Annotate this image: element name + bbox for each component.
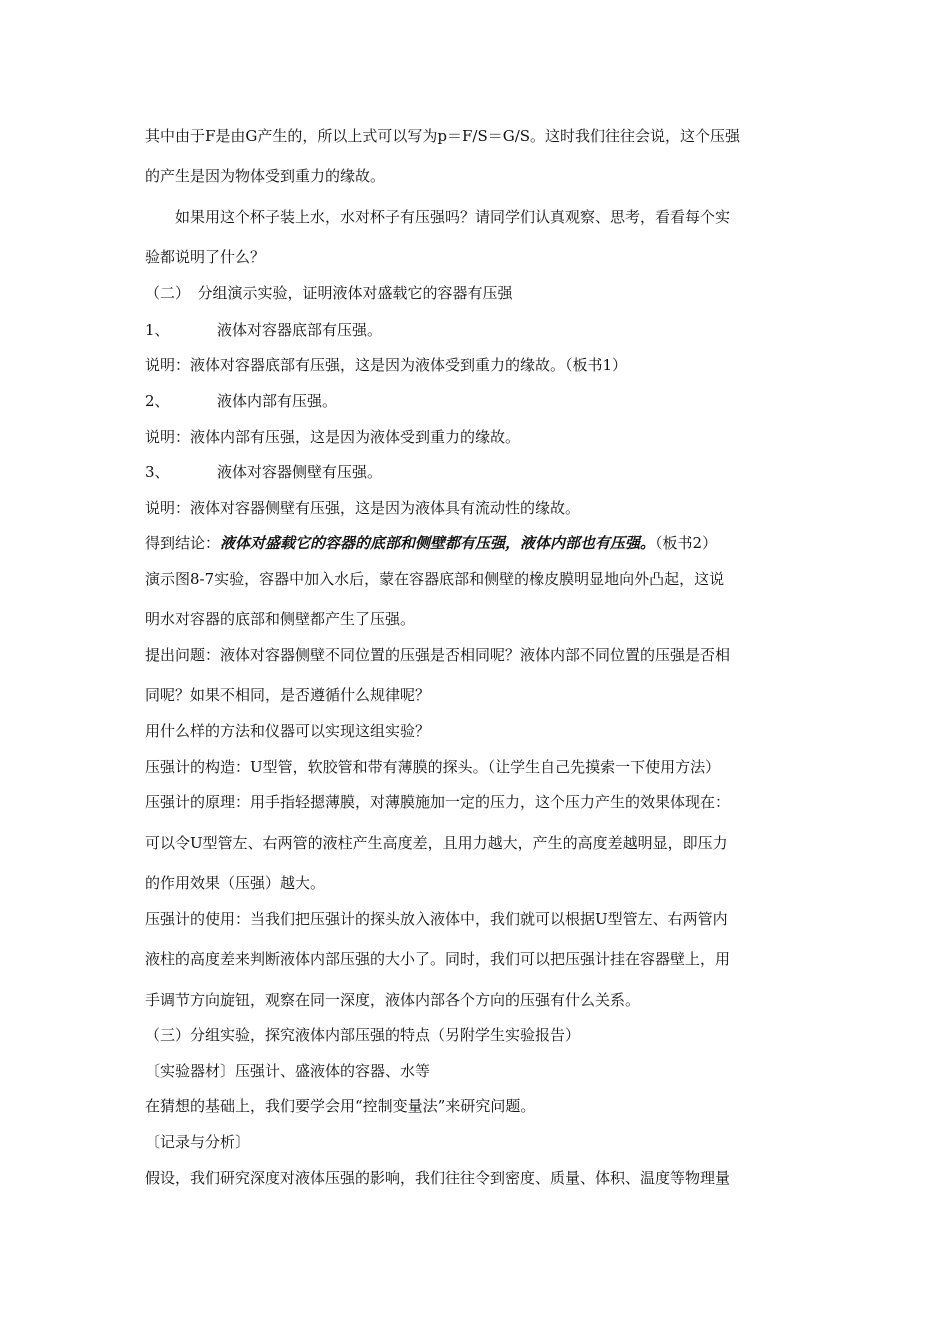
numbered-item-1 xyxy=(145,320,382,340)
item-number: 2、 xyxy=(145,392,170,410)
conclusion-label: 得到结论： xyxy=(145,534,221,552)
paragraph-line: 如果用这个杯子装上水，水对杯子有压强吗？请同学们认真观察、思考，看看每个实 xyxy=(175,208,731,226)
numbered-item-3 xyxy=(145,462,382,482)
numbered-item-2 xyxy=(145,391,337,411)
paragraph-line: 的作用效果（压强）越大。 xyxy=(145,874,326,892)
conclusion-line xyxy=(145,533,717,553)
paragraph-line: 提出问题：液体对容器侧壁不同位置的压强是否相同呢？液体内部不同位置的压强是否相 xyxy=(145,646,731,664)
paragraph-line: 其中由于F是由G产生的，所以上式可以写为p＝F/S＝G/S。这时我们往往会说，这个压强 xyxy=(145,127,741,145)
paragraph-line: 验都说明了什么？ xyxy=(145,248,266,266)
board-note: （板书2） xyxy=(655,534,718,552)
paragraph-line: 〔实验器材〕压强计、盛液体的容器、水等 xyxy=(145,1062,431,1080)
explanation-line: 说明：液体对容器底部有压强，这是因为液体受到重力的缘故。（板书1） xyxy=(145,356,628,374)
conclusion-emphasis: 液体对盛载它的容器的底部和侧壁都有压强，液体内部也有压强。 xyxy=(220,534,656,552)
explanation-line: 说明：液体对容器侧壁有压强，这是因为液体具有流动性的缘故。 xyxy=(145,499,581,517)
paragraph-line: 液柱的高度差来判断液体内部压强的大小了。同时，我们可以把压强计挂在容器壁上，用 xyxy=(145,950,731,968)
paragraph-line: 明水对容器的底部和侧壁都产生了压强。 xyxy=(145,610,416,628)
paragraph-line: 用什么样的方法和仪器可以实现这组实验？ xyxy=(145,722,431,740)
paragraph-line: 压强计的原理：用手指轻摁薄膜，对薄膜施加一定的压力，这个压力产生的效果体现在： xyxy=(145,793,731,811)
paragraph-line: 演示图8-7实验，容器中加入水后，蒙在容器底部和侧壁的橡皮膜明显地向外凸起，这说 xyxy=(145,570,725,588)
item-text: 液体内部有压强。 xyxy=(217,392,338,410)
item-text: 液体对容器侧壁有压强。 xyxy=(217,463,383,481)
paragraph-line: 〔记录与分析〕 xyxy=(145,1133,251,1151)
paragraph-line: 同呢？如果不相同，是否遵循什么规律呢？ xyxy=(145,686,431,704)
item-number: 3、 xyxy=(145,463,170,481)
item-text: 液体对容器底部有压强。 xyxy=(217,321,383,339)
paragraph-line: 手调节方向旋钮，观察在同一深度，液体内部各个方向的压强有什么关系。 xyxy=(145,991,641,1009)
explanation-line: 说明：液体内部有压强，这是因为液体受到重力的缘故。 xyxy=(145,428,521,446)
section-heading: （二） 分组演示实验，证明液体对盛载它的容器有压强 xyxy=(145,284,513,302)
item-number: 1、 xyxy=(145,321,170,339)
paragraph-line: 压强计的构造：U型管，软胶管和带有薄膜的探头。（让学生自己先摸索一下使用方法） xyxy=(145,758,721,776)
paragraph-line: 的产生是因为物体受到重力的缘故。 xyxy=(145,167,386,185)
section-heading: （三）分组实验，探究液体内部压强的特点（另附学生实验报告） xyxy=(145,1026,581,1044)
paragraph-line: 压强计的使用：当我们把压强计的探头放入液体中，我们就可以根据U型管左、右两管内 xyxy=(145,910,728,928)
paragraph-line: 假设，我们研究深度对液体压强的影响，我们往往令到密度、质量、体积、温度等物理量 xyxy=(145,1169,731,1187)
paragraph-line: 在猜想的基础上，我们要学会用“控制变量法”来研究问题。 xyxy=(145,1097,536,1115)
paragraph-line: 可以令U型管左、右两管的液柱产生高度差，且用力越大，产生的高度差越明显，即压力 xyxy=(145,834,728,852)
